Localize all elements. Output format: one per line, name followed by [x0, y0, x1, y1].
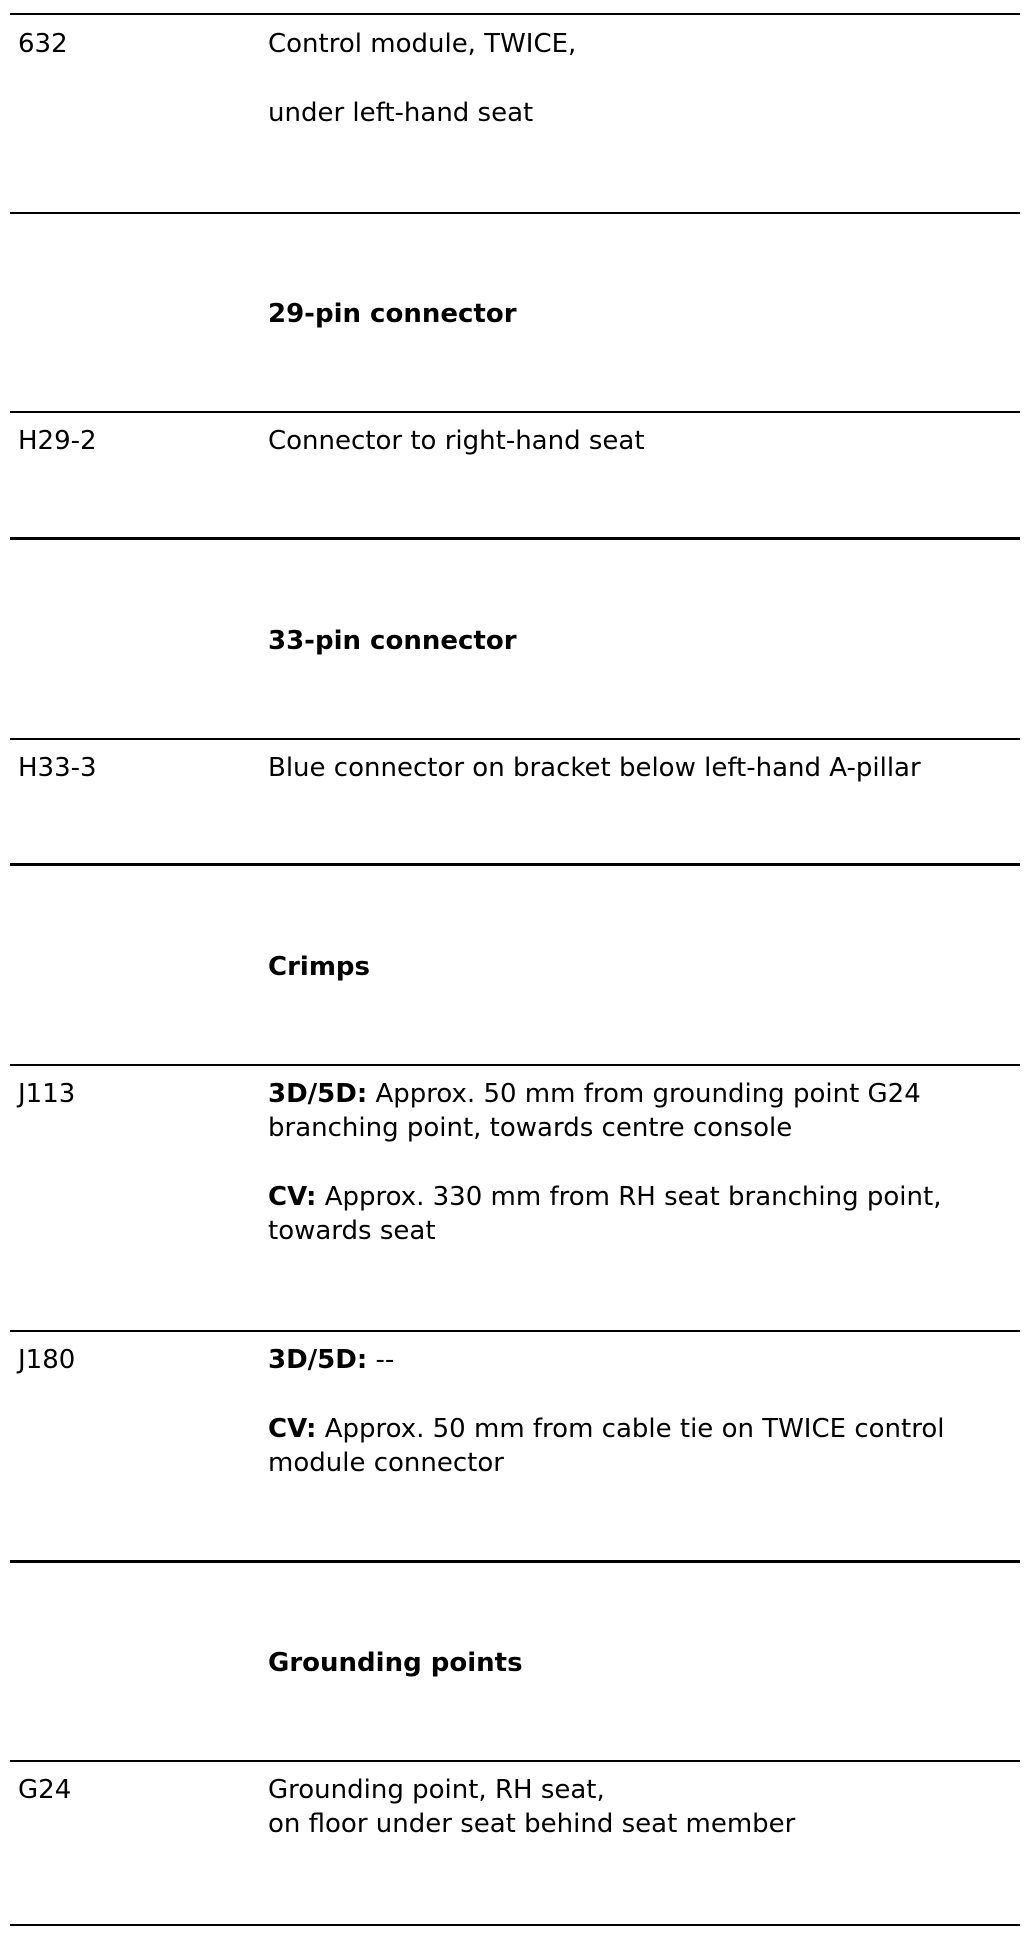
variant-label: CV:	[268, 1182, 317, 1212]
section-heading-33-pin: 33-pin connector	[268, 626, 517, 656]
description-line: Control module, TWICE,	[268, 29, 577, 59]
row-description-h29-2: Connector to right-hand seat	[268, 426, 645, 456]
table-rule	[10, 537, 1020, 540]
row-description-j180	[268, 1343, 944, 1480]
section-heading-29-pin: 29-pin connector	[268, 299, 517, 329]
table-rule	[10, 1064, 1020, 1066]
section-heading-crimps: Crimps	[268, 952, 370, 982]
variant-label: CV:	[268, 1414, 317, 1444]
row-description-h33-3: Blue connector on bracket below left-hand A-pillar	[268, 753, 921, 783]
variant-paragraph-3d5d	[268, 1343, 944, 1377]
variant-text: Approx. 50 mm from cable tie on TWICE control	[324, 1414, 945, 1444]
table-rule	[10, 1330, 1020, 1332]
row-description-g24	[268, 1773, 795, 1841]
description-line: on floor under seat behind seat member	[268, 1809, 796, 1839]
row-description-632	[268, 27, 576, 130]
row-code-632: 632	[18, 29, 68, 59]
variant-paragraph-3d5d	[268, 1077, 941, 1111]
table-rule	[10, 863, 1020, 866]
variant-text: Approx. 50 mm from grounding point G24	[375, 1079, 921, 1109]
row-code-h33-3: H33-3	[18, 753, 97, 783]
table-rule	[10, 212, 1020, 214]
variant-text-line: module connector	[268, 1448, 504, 1478]
variant-text: Approx. 330 mm from RH seat branching point,	[324, 1182, 942, 1212]
table-rule	[10, 1560, 1020, 1563]
description-line: under left-hand seat	[268, 98, 534, 128]
variant-text-line: towards seat	[268, 1216, 436, 1246]
table-rule	[10, 411, 1020, 413]
variant-paragraph-cv	[268, 1412, 944, 1446]
row-code-g24: G24	[18, 1775, 72, 1805]
section-heading-grounding-points: Grounding points	[268, 1648, 523, 1678]
variant-text-line: branching point, towards centre console	[268, 1113, 793, 1143]
table-rule	[10, 738, 1020, 740]
row-code-j113: J113	[18, 1079, 76, 1109]
variant-label: 3D/5D:	[268, 1345, 368, 1375]
table-rule	[10, 1924, 1020, 1926]
table-rule	[10, 1760, 1020, 1762]
row-code-h29-2: H29-2	[18, 426, 97, 456]
variant-label: 3D/5D:	[268, 1079, 368, 1109]
description-line: Grounding point, RH seat,	[268, 1775, 605, 1805]
table-rule	[10, 13, 1020, 15]
variant-paragraph-cv	[268, 1180, 941, 1214]
variant-text: --	[375, 1345, 395, 1375]
row-code-j180: J180	[18, 1345, 76, 1375]
row-description-j113	[268, 1077, 941, 1248]
